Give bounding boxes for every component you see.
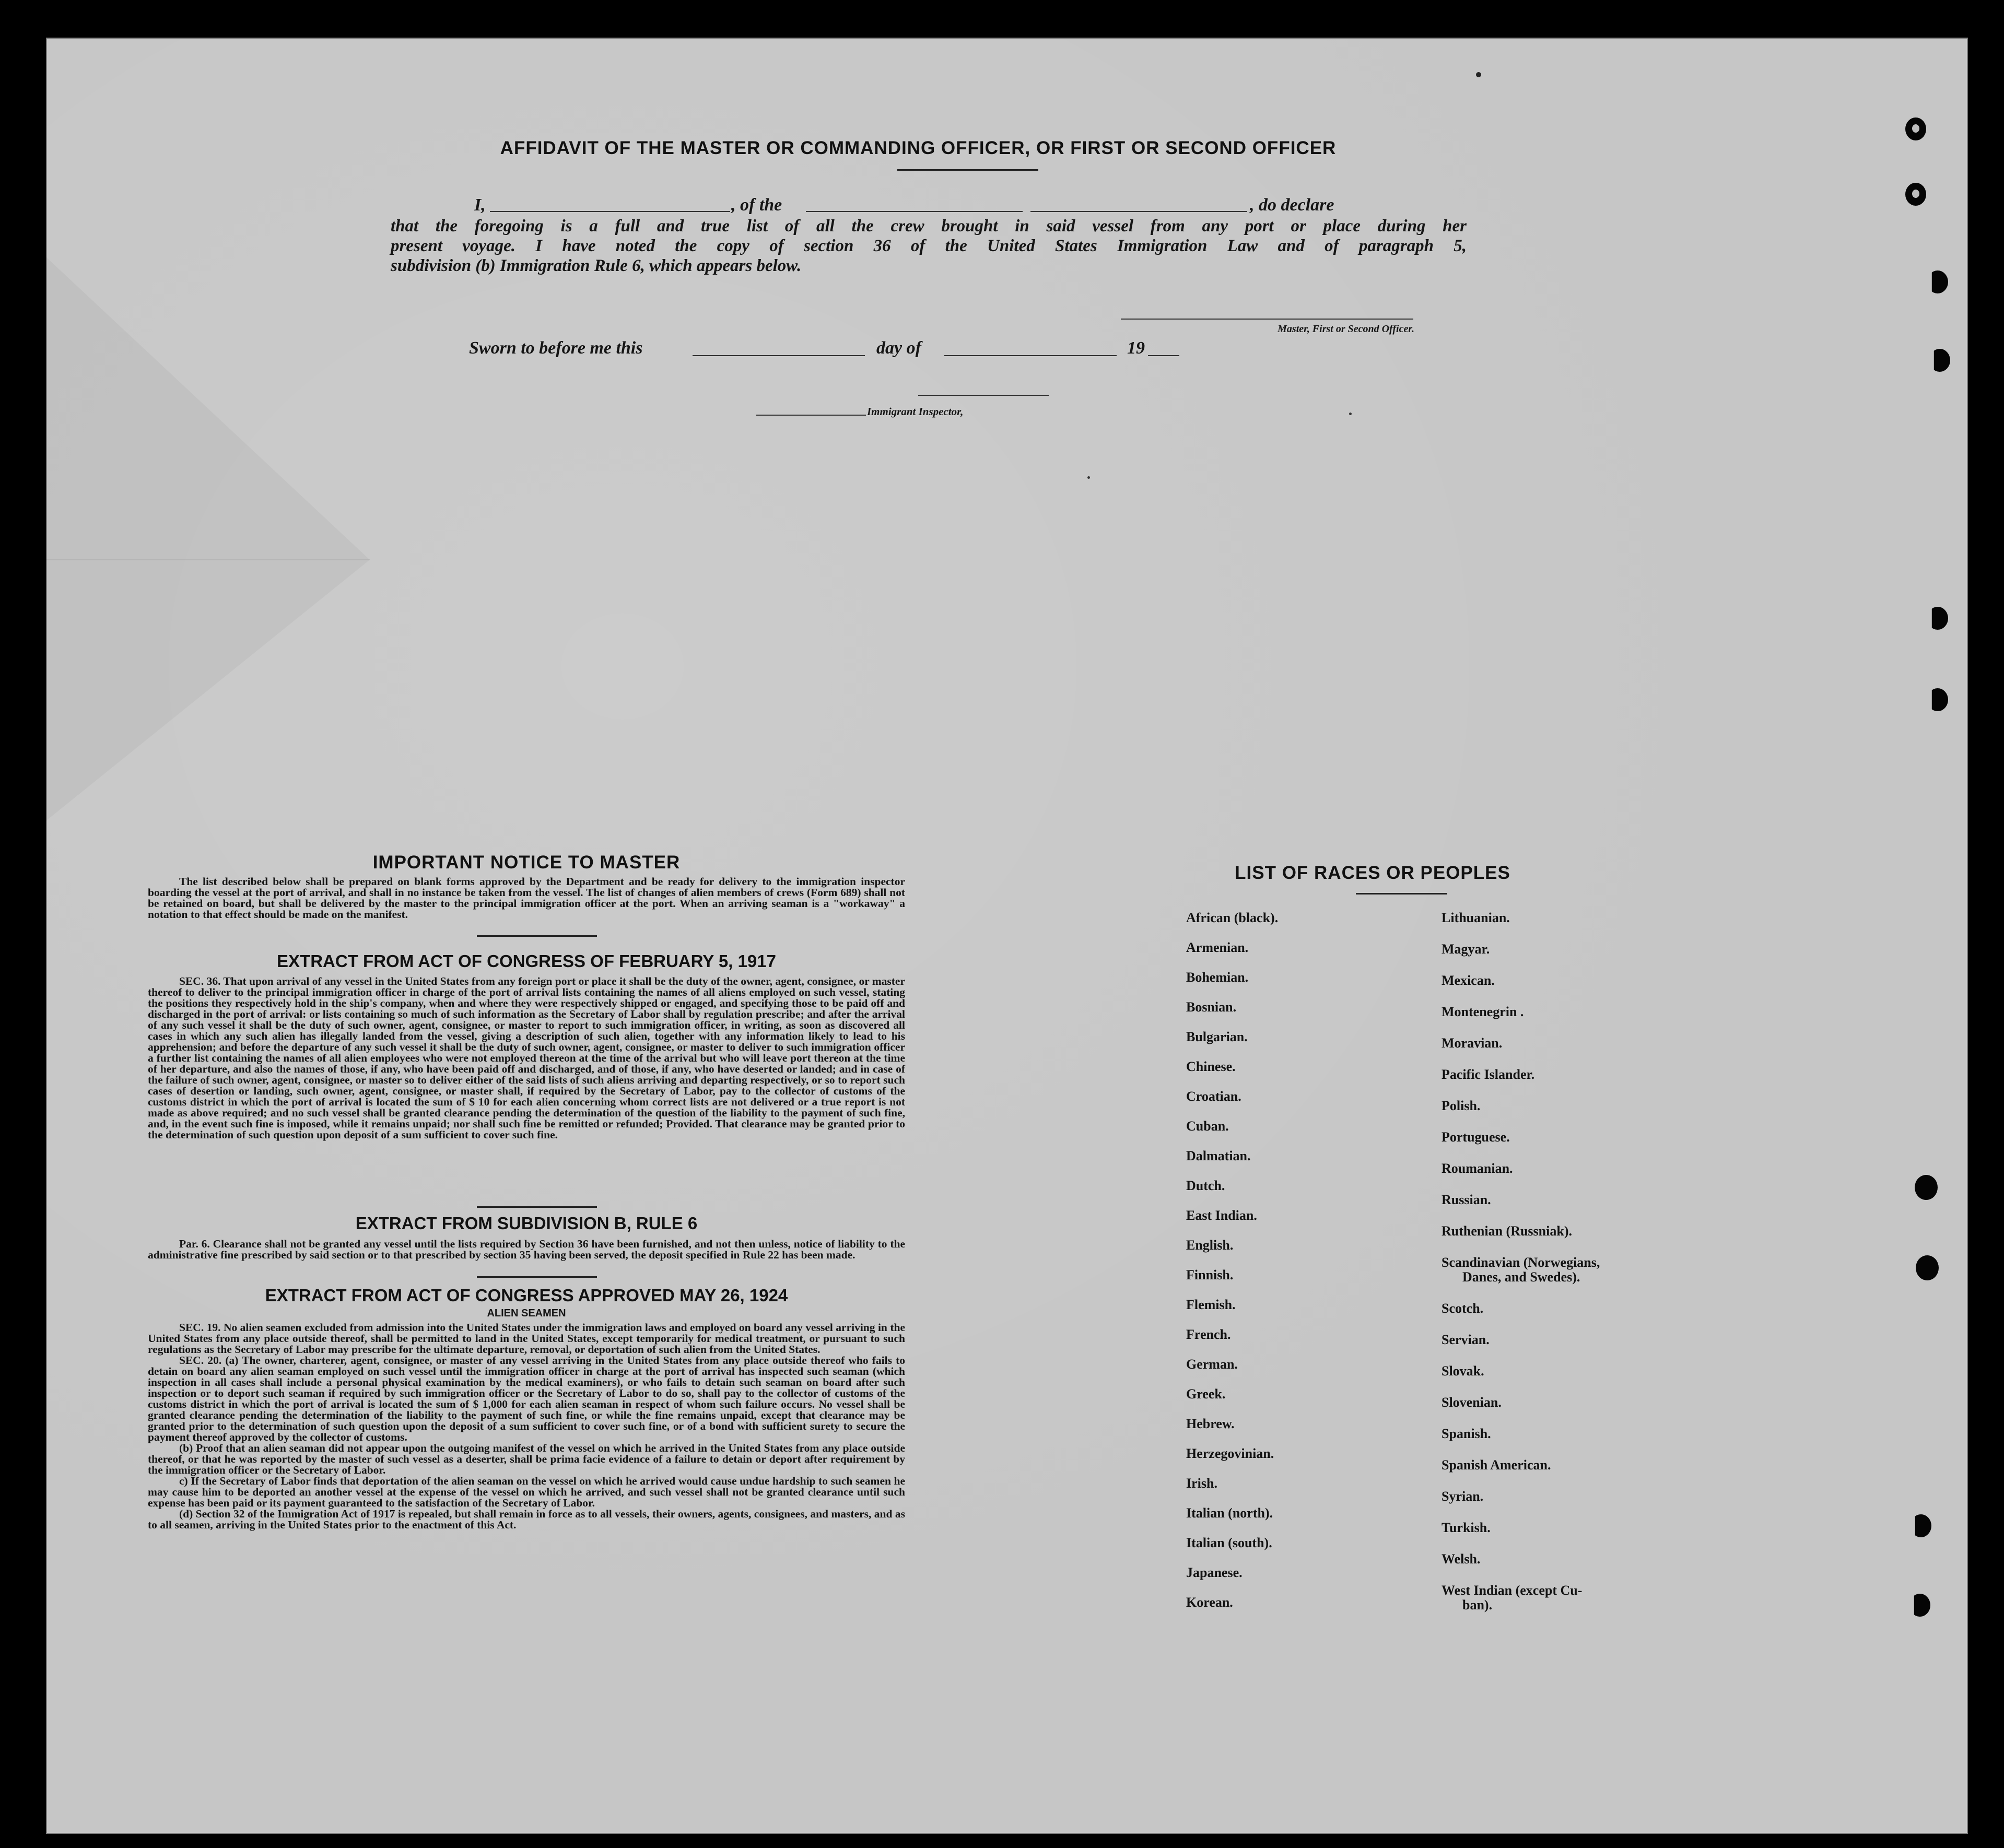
affidavit-line1-suffix: , do declare: [1250, 195, 1334, 215]
race-item: Spanish American.: [1442, 1457, 1551, 1473]
signature-line[interactable]: [1121, 319, 1413, 320]
race-item: Moravian.: [1442, 1035, 1503, 1051]
race-item: Croatian.: [1186, 1089, 1241, 1104]
binder-hole-icon: [1905, 183, 1926, 206]
race-item: ban).: [1462, 1597, 1493, 1612]
race-item: Danes, and Swedes).: [1462, 1269, 1580, 1285]
extract-1924-text: [148, 1322, 905, 1531]
race-item: Herzegovinian.: [1186, 1446, 1274, 1461]
dust-speck: [1476, 72, 1481, 77]
sworn-date-blank[interactable]: [693, 355, 865, 356]
race-item: Scandinavian (Norwegians,: [1442, 1255, 1600, 1270]
race-item: Cuban.: [1186, 1119, 1229, 1134]
race-item: Polish.: [1442, 1098, 1481, 1113]
race-item: German.: [1186, 1357, 1238, 1372]
affidavit-body: [391, 216, 1467, 276]
sworn-month-blank[interactable]: [944, 355, 1117, 356]
extract-1924-paragraph: (d) Section 32 of the Immigration Act of 1917 is repealed, but shall remain in force as to all vessels, their owners, agents, consignees, and masters, and as to all seamen, arriving in the United States prior to the enactment of this Act.: [148, 1508, 905, 1531]
extract-1924-title: EXTRACT FROM ACT OF CONGRESS APPROVED MAY 26, 1924: [265, 1286, 788, 1305]
extract-1917-title: EXTRACT FROM ACT OF CONGRESS OF FEBRUARY 5, 1917: [277, 951, 776, 971]
race-item: Syrian.: [1442, 1489, 1484, 1504]
notice-title: IMPORTANT NOTICE TO MASTER: [372, 852, 681, 873]
races-title: LIST OF RACES OR PEOPLES: [1235, 863, 1510, 883]
sworn-day-label: day of: [876, 338, 921, 358]
race-item: French.: [1186, 1327, 1231, 1342]
binder-hole-icon: [1916, 1255, 1939, 1280]
race-item: Bosnian.: [1186, 999, 1237, 1015]
fold-shadow: [46, 38, 1968, 1834]
vessel-blank-2[interactable]: [1030, 211, 1247, 212]
race-item: Korean.: [1186, 1595, 1233, 1610]
extract-1924-paragraph: SEC. 19. No alien seamen excluded from admission into the United States under the immigration laws and employed on board any vessel arriving in the United States from any place outside thereof, shall be permitted to land in the United States, except temporarily for medical treatment, or pursuant to such regulations as the Secretary of Labor may prescribe for the ultimate departure, removal, or deportation of such alien from the United States.: [148, 1321, 905, 1356]
subdivision-title: EXTRACT FROM SUBDIVISION B, RULE 6: [355, 1214, 698, 1233]
affidavit-body-line: subdivision (b) Immigration Rule 6, which appears below.: [391, 256, 802, 275]
race-item: Dutch.: [1186, 1178, 1225, 1193]
race-item: Lithuanian.: [1442, 910, 1510, 925]
affidavit-title: AFFIDAVIT OF THE MASTER OR COMMANDING OFFICER, OR FIRST OR SECOND OFFICER: [500, 138, 1337, 158]
race-item: Finnish.: [1186, 1267, 1234, 1282]
affidavit-body-line: present voyage. I have noted the copy of section 36 of the United States Immigration Law and of paragraph 5,: [391, 237, 1467, 255]
race-item: English.: [1186, 1238, 1234, 1253]
name-blank[interactable]: [490, 211, 730, 212]
inspector-line-top[interactable]: [918, 395, 1049, 396]
extract-1917-paragraph: SEC. 36. That upon arrival of any vessel in the United States from any foreign port or place it shall be the duty of the owner, agent, consignee, or master thereof to deliver to the principal immigration officer in charge of the port of arrival lists containing the names of all aliens employed on such vessel, stating the positions they respectively hold in the ship's company, when and where they were respectively shipped or engaged, and specifying those to be paid off and discharged in the port of arrival: or lists containing so much of such information as the Secretary of Labor shall by regulation prescribe; and after the arrival of any such vessel it shall be the duty of such owner, agent, consignee, or master to report to such immigration officer, in writing, as soon as discovered all cases in which any such alien has illegally landed from the vessel, giving a description of such alien, together with any information likely to lead to his apprehension; and before the departure of any such vessel it shall be the duty of such owner, agent, consignee, or master to deliver to such immigration officer a further list containing the names of all alien employees who were not employed thereon at the time of the arrival but who will leave port thereon at the time of her departure, and also the names of those, if any, who have been paid off and discharged, and of those, if any, who have deserted or landed; and in case of the failure of such owner, agent, consignee, or master so to deliver either of the said lists of such aliens arriving and departing respectively, or so to report such cases of desertion or landing, such owner, agent, consignee, or master shall, if required by the Secretary of Labor, pay to the collector of customs of the customs district in which the port of arrival is located the sum of $ 10 for each alien concerning whom correct lists are not delivered or a true report is not made as above required; and no such vessel shall be granted clearance pending the determination of the question of the liability to the payment of such fine, and, in the event such fine is imposed, while it remains unpaid; nor shall such fine be remitted or refunded; Provided. That clearance may be granted prior to the determination of such question upon deposit of a sum sufficient to cover such fine.: [148, 975, 905, 1141]
dust-speck: [1087, 476, 1090, 479]
race-item: Irish.: [1186, 1476, 1217, 1491]
race-item: Flemish.: [1186, 1297, 1236, 1312]
extract-1917-text: [148, 976, 905, 1140]
race-item: Armenian.: [1186, 940, 1249, 955]
race-item: Italian (south).: [1186, 1535, 1272, 1550]
extract-1917-rule: [477, 1206, 597, 1208]
race-item: East Indian.: [1186, 1208, 1257, 1223]
affidavit-title-rule: [897, 169, 1038, 171]
inspector-line-bottom[interactable]: [756, 415, 866, 416]
extract-1924-paragraph: SEC. 20. (a) The owner, charterer, agent, consignee, or master of any vessel arriving in the United States from any place outside thereof who fails to detain on board any alien seaman employed on such vessel until the immigration officer in charge at the port of arrival has inspected such seaman (which inspection in all cases shall include a personal physical examination by the medical examiners), or who fails to detain such seaman on board after such inspection or to deport such seaman if required by such immigration officer or the Secretary of Labor to do so, shall pay to the collector of customs of the customs district in which the port of arrival is located the sum of $ 1,000 for each alien seaman in respect of whom such failure occurs. No vessel shall be granted clearance pending the determination of the liability to the payment of such fine, or while the fine remains unpaid, except that clearance may be granted prior to the determination of such question upon the deposit of a sum sufficient to cover such fine, or of a bond with sufficient surety to secure the payment thereof approved by the collector of customs.: [148, 1354, 905, 1443]
race-item: Portuguese.: [1442, 1129, 1510, 1145]
notice-paragraph: The list described below shall be prepared on blank forms approved by the Department and be ready for delivery to the immigration inspector boarding the vessel at the port of arrival, and shall in no instance be taken from the vessel. The list of changes of alien members of crews (Form 689) shall not be retained on board, but shall be delivered by the master to the principal immigration officer at the port. When an arriving seaman is a "workaway" a notation to that effect should be made on the manifest.: [148, 875, 905, 921]
race-item: Hebrew.: [1186, 1416, 1235, 1431]
subdivision-text: [148, 1239, 905, 1261]
race-item: Russian.: [1442, 1192, 1491, 1207]
race-item: African (black).: [1186, 910, 1279, 925]
race-item: Roumanian.: [1442, 1161, 1513, 1176]
race-item: Dalmatian.: [1186, 1148, 1251, 1163]
notice-rule: [477, 935, 597, 937]
race-item: Spanish.: [1442, 1426, 1491, 1441]
extract-1924-paragraph: c) If the Secretary of Labor finds that deportation of the alien seaman on the vessel on which he arrived would cause undue hardship to such seamen he may cause him to be deported an another vessel at the expense of the vessel on which he arrived, and such vessel shall not be granted clearance until such expense has been paid or its payment guaranteed to the satisfaction of the Secretary of Labor.: [148, 1475, 905, 1509]
race-item: Pacific Islander.: [1442, 1067, 1535, 1082]
race-item: Japanese.: [1186, 1565, 1243, 1580]
race-item: Greek.: [1186, 1386, 1226, 1402]
race-item: West Indian (except Cu-: [1442, 1583, 1583, 1598]
inspector-caption: Immigrant Inspector,: [867, 405, 964, 418]
notice-text: [148, 876, 905, 920]
dust-speck: [1349, 413, 1352, 415]
affidavit-body-line: that the foregoing is a full and true list of all the crew brought in said vessel from any port or place during her: [391, 217, 1467, 236]
affidavit-line1-prefix: I,: [474, 195, 486, 215]
race-item: Magyar.: [1442, 941, 1490, 957]
race-item: Slovak.: [1442, 1363, 1484, 1379]
race-item: Slovenian.: [1442, 1395, 1502, 1410]
race-item: Scotch.: [1442, 1301, 1484, 1316]
race-item: Mexican.: [1442, 973, 1495, 988]
sworn-prefix: Sworn to before me this: [469, 338, 643, 358]
vessel-blank-1[interactable]: [806, 211, 1023, 212]
affidavit-line1: [391, 195, 1467, 216]
race-item: Chinese.: [1186, 1059, 1236, 1074]
document-sheet: [46, 38, 1968, 1834]
sworn-year-blank[interactable]: [1148, 355, 1179, 356]
race-item: Montenegrin .: [1442, 1004, 1524, 1019]
race-item: Bulgarian.: [1186, 1029, 1248, 1044]
subdivision-rule: [477, 1276, 597, 1278]
subdivision-paragraph: Par. 6. Clearance shall not be granted any vessel until the lists required by Section 36 have been furnished, and not then unless, notice of liability to the administrative fine prescribed by said section or to that prescribed by section 35 having been served, the deposit specified in Rule 22 has been made.: [148, 1238, 905, 1261]
sworn-line: [469, 338, 1200, 359]
race-item: Italian (north).: [1186, 1505, 1273, 1521]
affidavit-line1-mid: , of the: [731, 195, 782, 215]
binder-hole-icon: [1915, 1175, 1938, 1200]
race-item: Ruthenian (Russniak).: [1442, 1223, 1572, 1239]
signature-caption: Master, First or Second Officer.: [1278, 323, 1414, 335]
race-item: Bohemian.: [1186, 970, 1249, 985]
sworn-year-label: 19: [1127, 338, 1145, 358]
race-item: Servian.: [1442, 1332, 1490, 1347]
race-item: Welsh.: [1442, 1551, 1481, 1567]
extract-1924-paragraph: (b) Proof that an alien seaman did not appear upon the outgoing manifest of the vessel on which he arrived in the United States from any place outside thereof, or that he was reported by the master of such vessel as a deserter, shall be prima facie evidence of a failure to detain or deport after requirement by the immigration officer or the Secretary of Labor.: [148, 1442, 905, 1476]
race-item: Turkish.: [1442, 1520, 1491, 1535]
binder-hole-icon: [1905, 117, 1926, 140]
races-title-rule: [1356, 893, 1447, 894]
extract-1924-subtitle: ALIEN SEAMEN: [487, 1308, 566, 1319]
